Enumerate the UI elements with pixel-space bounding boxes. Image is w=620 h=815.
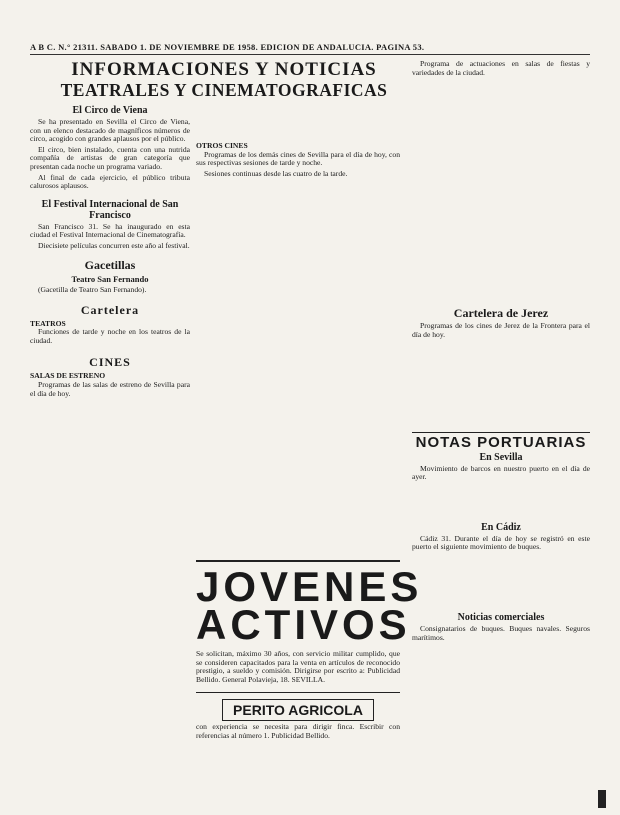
- column-2: [196, 102, 400, 552]
- subheading-jerez: Cartelera de Jerez: [453, 306, 549, 321]
- paragraph: San Francisco 31. Se ha inaugurado en esta ciudad el Festival Internacional de Cinematografía.: [30, 221, 190, 240]
- column-1: [30, 102, 190, 807]
- subheading-en-cadiz: En Cádiz: [481, 521, 521, 533]
- notas-portuarias: [412, 432, 590, 803]
- ad-jovenes-text: Se solicitan, máximo 30 años, con servicio militar cumplido, que se consideren capacitados para la venta en artículos de reconocido prestigio, a sueldo y comisión. Dirigirse por escrito a: Publicidad Bellido. General Polavieja, 18. SEVILLA.: [196, 649, 400, 684]
- notas-heading: NOTAS PORTUARIAS: [415, 434, 587, 451]
- paragraph: Cádiz 31. Durante el día de hoy se registró en este puerto el siguiente movimiento de buques.: [412, 533, 590, 552]
- paragraph: Programas de los cines de Jerez de la Frontera para el día de hoy.: [412, 321, 590, 339]
- paragraph: Funciones de tarde y noche en los teatros de la ciudad.: [30, 327, 190, 345]
- ad-jovenes-activos: [196, 560, 423, 690]
- label-teatros: TEATROS: [30, 318, 66, 328]
- paragraph: Sesiones continuas desde las cuatro de la tarde.: [204, 168, 348, 178]
- paragraph: Consignatarios de buques. Buques navales. Seguros marítimos.: [412, 623, 590, 642]
- subheading-circo: El Circo de Viena: [72, 105, 148, 116]
- paragraph: (Gacetilla de Teatro San Fernando).: [38, 285, 147, 295]
- main-heading-line1: INFORMACIONES Y NOTICIAS: [71, 59, 377, 80]
- main-heading-line2: TEATRALES Y CINEMATOGRAFICAS: [60, 80, 388, 100]
- label-otros-cines: OTROS CINES: [196, 141, 248, 150]
- column-3: [412, 60, 590, 425]
- section-cines: CINES: [89, 355, 131, 370]
- paragraph: El circo, bien instalado, cuenta con una nutrida compañía de artistas de gran categoría que presentan cada noche un programa variado.: [30, 144, 190, 171]
- paragraph: Diecisiete películas concurren este año al festival.: [38, 240, 190, 250]
- subheading-teatro: Teatro San Fernando: [71, 273, 149, 284]
- ad-jovenes-headline: JOVENES ACTIVOS: [196, 563, 423, 648]
- label-salas: SALAS DE ESTRENO: [30, 371, 106, 381]
- header-rule: [30, 54, 590, 55]
- section-cartelera: Cartelera: [80, 302, 140, 317]
- page-header: A B C. N.° 21311. SABADO 1. DE NOVIEMBRE DE 1958. EDICION DE ANDALUCIA. PAGINA 53.: [30, 42, 425, 52]
- subheading-en-sevilla: En Sevilla: [479, 451, 523, 463]
- subheading-noticias-comerciales: Noticias comerciales: [457, 611, 545, 623]
- paragraph: Programas de las salas de estreno de Sevilla para el día de hoy.: [30, 380, 190, 398]
- paragraph: Programa de actuaciones en salas de fiestas y variedades de la ciudad.: [412, 60, 590, 77]
- corner-marker: [598, 790, 606, 808]
- paragraph: Al final de cada ejercicio, el público tributa calurosos aplausos.: [30, 172, 190, 191]
- ad-perito-text: con experiencia se necesita para dirigir finca. Escribir con referencias al número 1. Publicidad Bellido.: [196, 722, 400, 740]
- subheading-gacetillas: Gacetillas: [84, 257, 136, 272]
- subheading-festival: El Festival Internacional de San Francisco: [41, 198, 179, 221]
- ad-perito-headline: PERITO AGRICOLA: [222, 699, 374, 721]
- paragraph: Movimiento de barcos en nuestro puerto en el día de ayer.: [412, 463, 590, 482]
- main-heading: [44, 60, 404, 100]
- ad-perito-agricola: [196, 692, 400, 740]
- paragraph: Se ha presentado en Sevilla el Circo de Viena, con un elenco destacado de magníficos números de circo, acogido con grandes aplausos por el público.: [30, 117, 190, 144]
- paragraph: Programas de los demás cines de Sevilla para el día de hoy, con sus respectivas sesiones de tarde y noche.: [196, 149, 400, 168]
